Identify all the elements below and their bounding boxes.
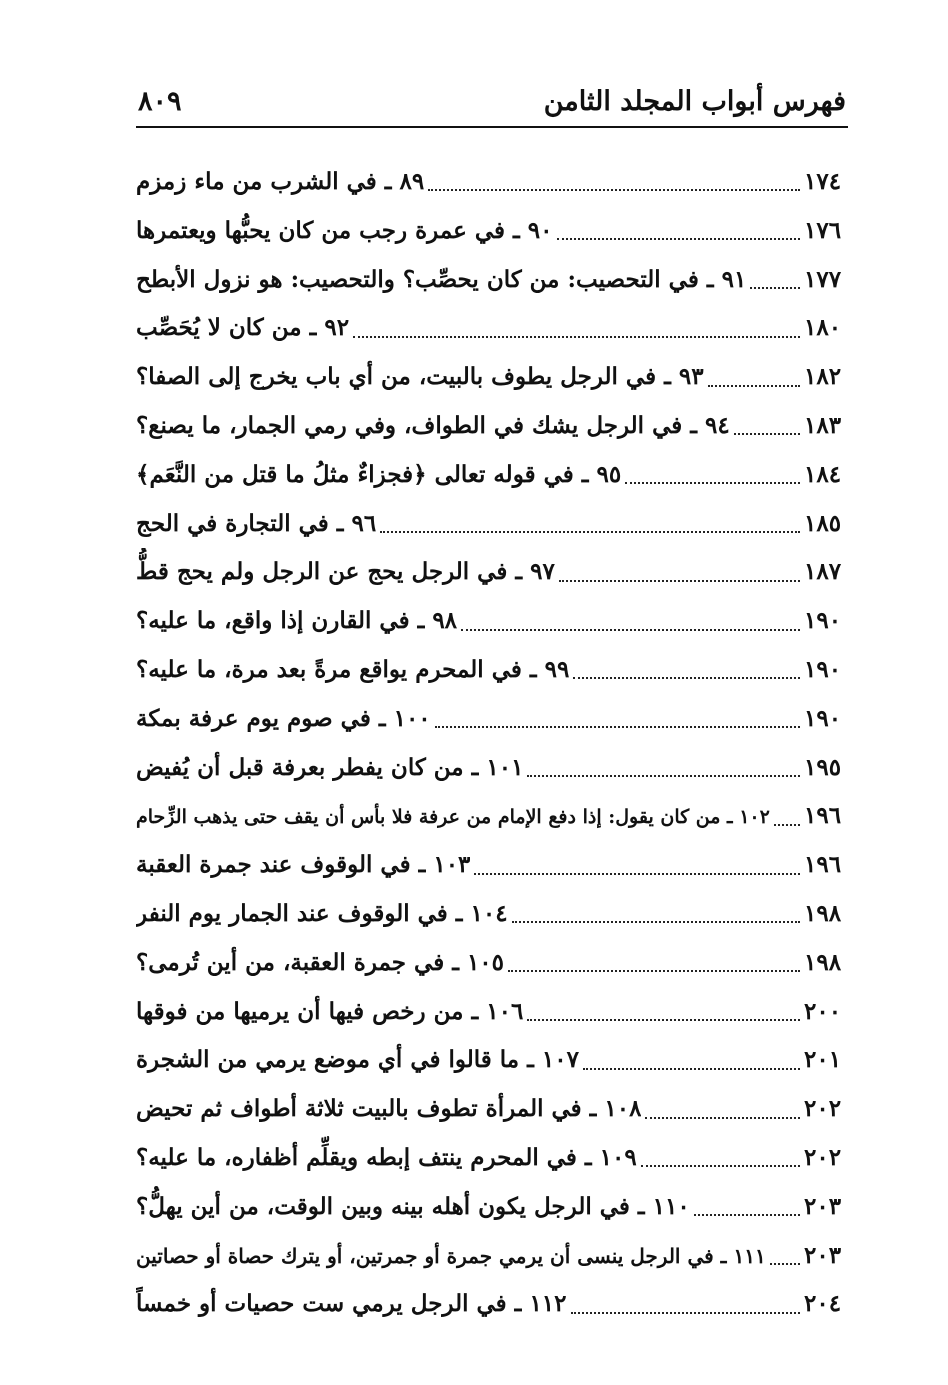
toc-entry [136, 646, 848, 695]
toc-entry [136, 256, 848, 305]
toc-entry [136, 304, 848, 353]
toc-entry-title: ١١٠ ـ في الرجل يكون أهله بينه وبين الوقت، من أين يهلُّ؟ [136, 1192, 690, 1220]
toc-entry-page: ١٧٦ [804, 216, 842, 244]
toc-entry-title: ١٠٦ ـ من رخص فيها أن يرميها من فوقها [136, 997, 524, 1025]
toc-entry [136, 744, 848, 793]
toc-entry [136, 451, 848, 500]
toc-entry-page: ٢٠٢ [804, 1095, 842, 1123]
toc-entry-page: ١٩٨ [804, 899, 842, 927]
table-of-contents [136, 158, 848, 1329]
page-header [138, 82, 846, 122]
toc-entry-page: ٢٠٠ [804, 997, 842, 1025]
toc-entry-title: ٩٣ ـ في الرجل يطوف بالبيت، من أي باب يخرج إلى الصفا؟ [136, 363, 704, 391]
dot-leader [527, 775, 800, 777]
toc-entry-title: ٩٩ ـ في المحرم يواقع مرةً بعد مرة، ما عليه؟ [136, 655, 570, 683]
toc-entry-page: ١٨٧ [804, 558, 842, 586]
toc-entry-title: ٩١ ـ في التحصيب: من كان يحصِّب؟ والتحصيب: هو نزول الأبطح [136, 265, 747, 293]
toc-entry [136, 792, 848, 841]
dot-leader [461, 629, 800, 631]
toc-entry-page: ١٨٥ [804, 509, 842, 537]
dot-leader [508, 970, 800, 972]
header-rule [136, 126, 848, 128]
toc-entry-page: ١٩٨ [804, 948, 842, 976]
toc-entry-page: ١٨٢ [804, 363, 842, 391]
toc-entry [136, 695, 848, 744]
toc-entry-title: ١٠٨ ـ في المرأة تطوف بالبيت ثلاثة أطواف ثم تحيض [136, 1095, 642, 1123]
toc-entry-page: ١٨٠ [804, 314, 842, 342]
dot-leader [774, 824, 800, 826]
toc-entry [136, 158, 848, 207]
dot-leader [694, 1214, 800, 1216]
toc-entry-title: ١٠١ ـ من كان يفطر بعرفة قبل أن يُفيض [136, 753, 524, 781]
toc-entry-title: ١١٢ ـ في الرجل يرمي ست حصيات أو خمساً [136, 1290, 567, 1318]
dot-leader [353, 336, 800, 338]
toc-entry-title: ٩٥ ـ في قوله تعالى ﴿فجزاءٌ مثلُ ما قتل من النَّعَم﴾ [136, 460, 622, 488]
dot-leader [641, 1165, 800, 1167]
page-title: فهرس أبواب المجلد الثامن [543, 86, 846, 117]
toc-entry-title: ٩٧ ـ في الرجل يحج عن الرجل ولم يحج قطُّ [136, 558, 555, 586]
toc-entry-page: ١٨٣ [804, 411, 842, 439]
page-number: ٨٠٩ [138, 86, 182, 117]
toc-entry-title: ١٠٣ ـ في الوقوف عند جمرة العقبة [136, 851, 471, 879]
dot-leader [512, 921, 800, 923]
toc-entry [136, 207, 848, 256]
dot-leader [625, 482, 800, 484]
toc-entry-title: ٩٢ ـ من كان لا يُحَصِّب [136, 314, 350, 342]
toc-entry [136, 988, 848, 1037]
toc-entry-page: ١٧٤ [804, 168, 842, 195]
dot-leader [571, 1312, 801, 1314]
dot-leader [435, 726, 800, 728]
toc-entry [136, 500, 848, 549]
toc-entry-page: ١٩٠ [804, 655, 842, 683]
toc-entry-title: ٩٦ ـ في التجارة في الحج [136, 509, 377, 537]
toc-entry-page: ١٩٥ [804, 753, 842, 781]
toc-entry-title: ١٠٢ ـ من كان يقول: إذا دفع الإمام من عرفة فلا بأس أن يقف حتى يذهب الزِّحام [136, 806, 770, 829]
toc-entry [136, 1036, 848, 1085]
toc-entry [136, 1183, 848, 1232]
toc-entry [136, 548, 848, 597]
dot-leader [750, 287, 800, 289]
toc-entry [136, 841, 848, 890]
toc-entry-page: ١٩٦ [804, 802, 842, 830]
dot-leader [559, 580, 800, 582]
toc-entry [136, 353, 848, 402]
toc-entry-page: ٢٠٤ [804, 1290, 842, 1318]
toc-entry-title: ١٠٤ ـ في الوقوف عند الجمار يوم النفر [136, 899, 508, 927]
dot-leader [770, 1263, 800, 1265]
toc-entry [136, 939, 848, 988]
dot-leader [380, 531, 800, 533]
toc-entry-page: ٢٠٢ [804, 1143, 842, 1171]
toc-entry-page: ١٩٠ [804, 704, 842, 732]
dot-leader [474, 873, 800, 875]
toc-entry-title: ١١١ ـ في الرجل ينسى أن يرمي جمرة أو جمرتين، أو يترك حصاة أو حصاتين [136, 1243, 766, 1268]
toc-entry [136, 402, 848, 451]
toc-entry-page: ١٩٠ [804, 607, 842, 635]
toc-entry-title: ٨٩ ـ في الشرب من ماء زمزم [136, 168, 425, 195]
toc-entry [136, 597, 848, 646]
toc-entry-title: ١٠٩ ـ في المحرم ينتف إبطه ويقلِّم أظفاره، ما عليه؟ [136, 1143, 637, 1171]
dot-leader [428, 189, 800, 191]
toc-entry-title: ٩٠ ـ في عمرة رجب من كان يحبُّها ويعتمرها [136, 216, 553, 244]
toc-entry-page: ٢٠١ [804, 1046, 842, 1074]
toc-entry-page: ١٩٦ [804, 851, 842, 879]
dot-leader [527, 1019, 800, 1021]
dot-leader [708, 385, 800, 387]
toc-entry-page: ٢٠٣ [804, 1192, 842, 1220]
toc-entry-title: ٩٤ ـ في الرجل يشك في الطواف، وفي رمي الجمار، ما يصنع؟ [136, 411, 730, 439]
toc-entry-title: ١٠٥ ـ في جمرة العقبة، من أين تُرمى؟ [136, 948, 505, 976]
toc-entry [136, 890, 848, 939]
dot-leader [583, 1068, 800, 1070]
toc-entry [136, 1280, 848, 1329]
dot-leader [734, 433, 800, 435]
dot-leader [557, 238, 801, 240]
toc-entry [136, 1085, 848, 1134]
toc-entry-page: ١٧٧ [804, 265, 842, 293]
dot-leader [573, 677, 800, 679]
toc-entry-title: ١٠٧ ـ ما قالوا في أي موضع يرمي من الشجرة [136, 1046, 579, 1074]
toc-entry-page: ٢٠٣ [804, 1241, 842, 1269]
toc-entry-title: ١٠٠ ـ في صوم يوم عرفة بمكة [136, 704, 431, 732]
toc-entry [136, 1134, 848, 1183]
toc-entry-page: ١٨٤ [804, 460, 842, 488]
toc-entry [136, 1232, 848, 1281]
toc-entry-title: ٩٨ ـ في القارن إذا واقع، ما عليه؟ [136, 607, 458, 635]
dot-leader [645, 1117, 800, 1119]
